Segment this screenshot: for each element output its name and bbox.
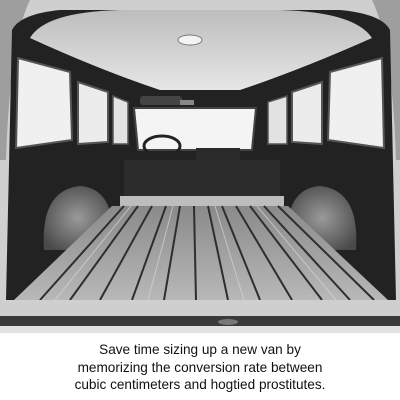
dome-light bbox=[178, 35, 202, 45]
floor-front-edge bbox=[120, 196, 284, 206]
right-window-front bbox=[268, 96, 287, 144]
rear-bumper bbox=[0, 316, 400, 326]
windshield bbox=[134, 108, 256, 150]
right-window-middle bbox=[292, 82, 322, 144]
caption bbox=[0, 341, 400, 394]
left-window-rear bbox=[16, 58, 72, 148]
cab-partition bbox=[124, 160, 280, 200]
sun-visor bbox=[140, 96, 182, 105]
front-seat-back bbox=[196, 148, 240, 162]
latch bbox=[218, 319, 238, 325]
left-window-middle bbox=[78, 82, 108, 144]
rear-sill bbox=[0, 300, 400, 318]
caption-line-3: cubic centimeters and hogtied prostitutes. bbox=[74, 377, 326, 392]
left-window-front bbox=[113, 96, 128, 144]
right-window-rear bbox=[328, 58, 384, 148]
caption-line-2: memorizing the conversion rate between bbox=[77, 359, 323, 375]
rearview-mirror bbox=[180, 100, 194, 105]
caption-line-1: Save time sizing up a new van by bbox=[99, 342, 301, 357]
